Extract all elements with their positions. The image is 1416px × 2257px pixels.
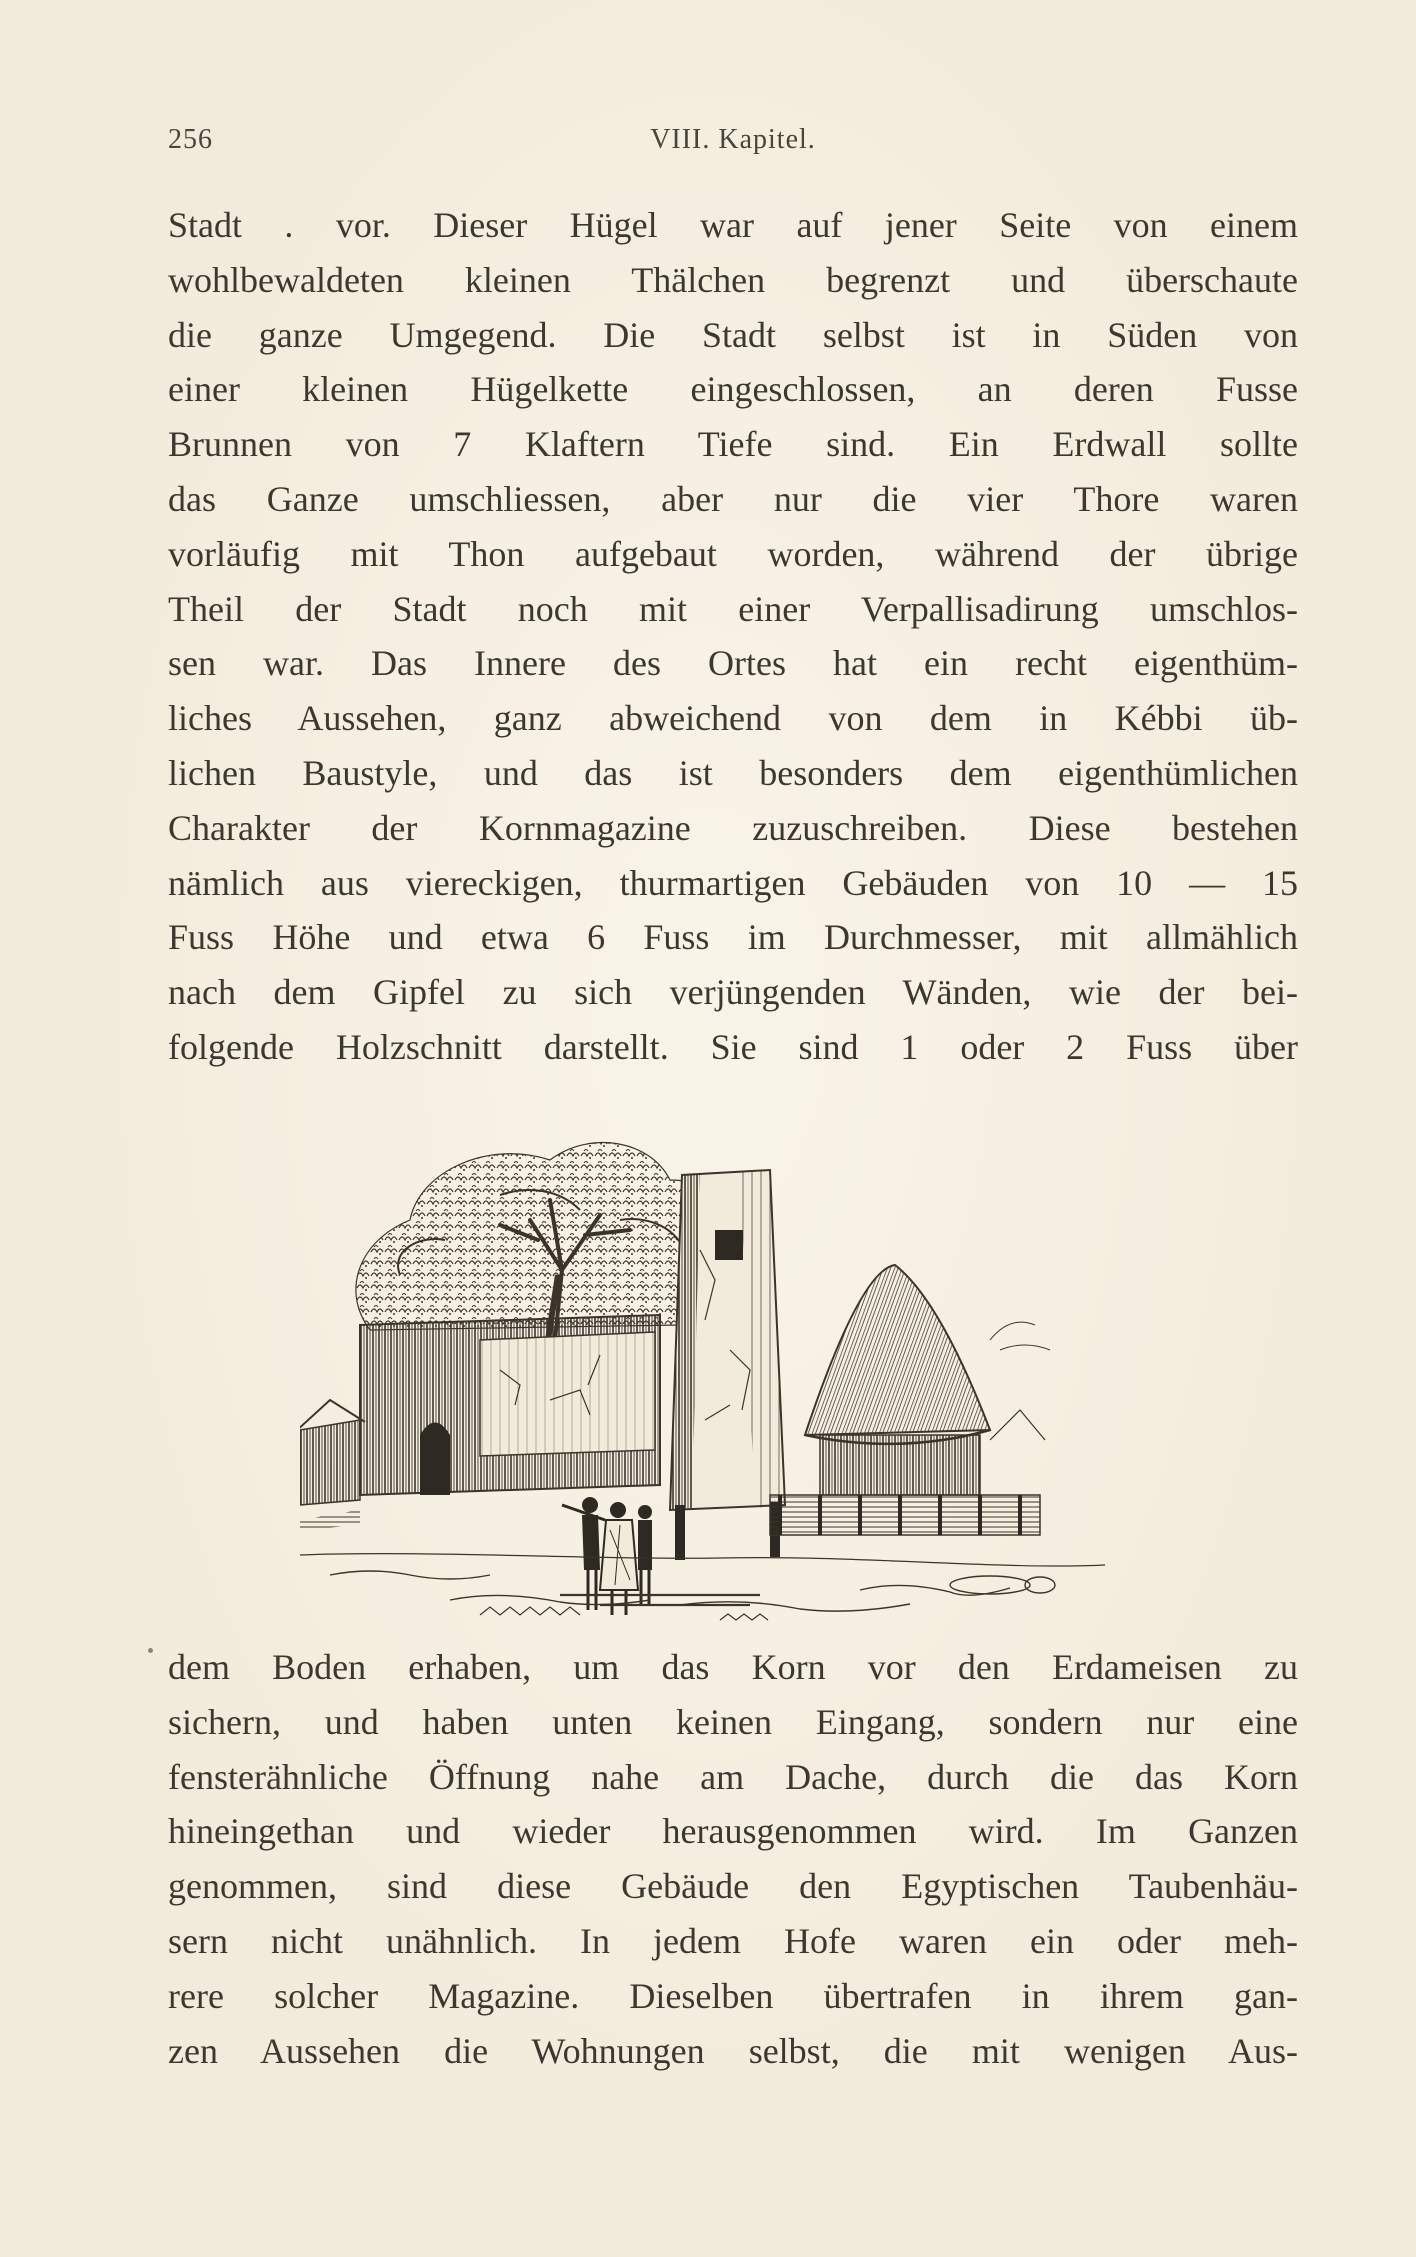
woodcut-illustration bbox=[300, 1100, 1105, 1630]
paragraph-bottom bbox=[168, 1640, 1298, 2078]
text-line: Stadt . vor. Dieser Hügel war auf jener Seite von einem bbox=[168, 205, 1298, 245]
text-line: zen Aussehen die Wohnungen selbst, die mit wenigen Aus- bbox=[168, 2030, 1298, 2071]
figures bbox=[562, 1497, 652, 1615]
text-line: sichern, und haben unten keinen Eingang, sondern nur eine bbox=[168, 1701, 1298, 1742]
granary-woodcut-image bbox=[300, 1100, 1105, 1630]
text-line: liches Aussehen, ganz abweichend von dem in Kébbi üb- bbox=[168, 698, 1298, 739]
text-line: rere solcher Magazine. Dieselben übertrafen in ihrem gan- bbox=[168, 1975, 1298, 2016]
background-strokes bbox=[990, 1322, 1050, 1350]
text-line: Brunnen von 7 Klaftern Tiefe sind. Ein Erdwall sollte bbox=[168, 424, 1298, 465]
text-line: sern nicht unähnlich. In jedem Hofe waren ein oder meh- bbox=[168, 1920, 1298, 1961]
text-line: wohlbewaldeten kleinen Thälchen begrenzt und überschaute bbox=[168, 259, 1298, 300]
ground bbox=[300, 1554, 1105, 1620]
text-line: genommen, sind diese Gebäude den Egyptischen Taubenhäu- bbox=[168, 1866, 1298, 1907]
page-header bbox=[168, 124, 1298, 164]
text-line: Charakter der Kornmagazine zuzuschreiben. Diese bestehen bbox=[168, 807, 1298, 848]
text-line: nach dem Gipfel zu sich verjüngenden Wänden, wie der bei- bbox=[168, 972, 1298, 1013]
running-head: VIII. Kapitel. bbox=[650, 124, 816, 155]
text-line: sen war. Das Innere des Ortes hat ein recht eigenthüm- bbox=[168, 643, 1298, 684]
text-line: fensterähnliche Öffnung nahe am Dache, durch die das Korn bbox=[168, 1756, 1298, 1797]
text-line: hineingethan und wieder herausgenommen wird. Im Ganzen bbox=[168, 1811, 1298, 1852]
page-number: 256 bbox=[168, 124, 213, 155]
tree bbox=[356, 1143, 732, 1340]
text-line: lichen Baustyle, und das ist besonders dem eigenthümlichen bbox=[168, 752, 1298, 793]
text-line: Fuss Höhe und etwa 6 Fuss im Durchmesser, mit allmählich bbox=[168, 917, 1298, 958]
text-line: dem Boden erhaben, um das Korn vor den Erdameisen zu bbox=[168, 1647, 1298, 1687]
text-line: Theil der Stadt noch mit einer Verpallisadirung umschlos- bbox=[168, 588, 1298, 629]
mat-enclosure bbox=[300, 1315, 660, 1530]
granary-tower bbox=[670, 1170, 785, 1560]
text-line: einer kleinen Hügelkette eingeschlossen, an deren Fusse bbox=[168, 369, 1298, 410]
paragraph-top bbox=[168, 198, 1298, 1075]
text-line: vorläufig mit Thon aufgebaut worden, während der übrige bbox=[168, 533, 1298, 574]
text-line: die ganze Umgegend. Die Stadt selbst ist in Süden von bbox=[168, 314, 1298, 355]
text-line: nämlich aus viereckigen, thurmartigen Gebäuden von 10 — 15 bbox=[168, 862, 1298, 903]
text-line: das Ganze umschliessen, aber nur die vier Thore waren bbox=[168, 478, 1298, 519]
text-line: folgende Holzschnitt darstellt. Sie sind 1 oder 2 Fuss über bbox=[168, 1026, 1298, 1067]
thatched-hut bbox=[770, 1265, 1045, 1535]
print-speck bbox=[148, 1648, 153, 1653]
